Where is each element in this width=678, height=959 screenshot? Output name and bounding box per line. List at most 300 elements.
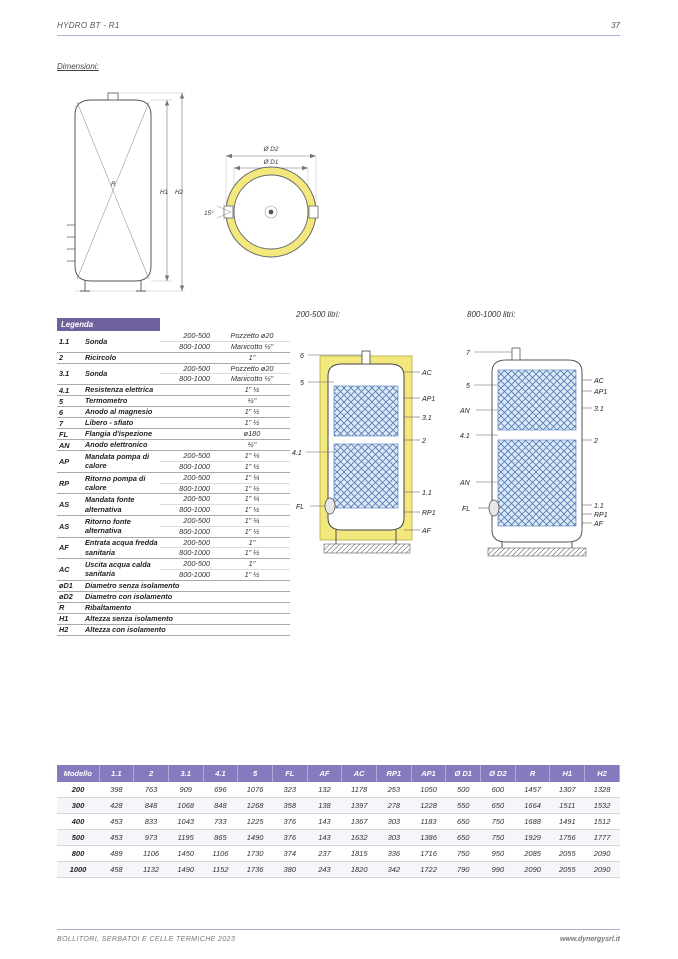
legend-value-line [160,418,290,428]
value-cell: 1225 [238,814,273,830]
legend-row [57,592,290,603]
model-cell: 400 [57,814,99,830]
legend-range [160,440,214,450]
upper-coil [498,370,576,430]
legend-size: 1" ½ [244,526,260,536]
value-cell: 237 [307,846,342,862]
value-cell: 2090 [515,862,550,878]
value-cell: 1756 [550,830,585,846]
legend-row [57,440,290,451]
legend-row [57,364,290,386]
diagram-200-500 [288,346,450,560]
doc-title: HYDRO BT - R1 [57,21,120,30]
diagram-label: 5 [466,383,470,390]
legend-value-line [160,341,290,352]
value-cell: 1106 [134,846,169,862]
legend-label: Mandata pompa di calore [85,451,150,471]
legend-code: AS [59,500,70,510]
legend-size: 1" ½ [244,569,260,579]
legend-value-line [160,385,290,395]
legend-row [57,603,290,614]
table-row [57,782,620,798]
section-label: Dimensioni: [57,62,99,71]
legend-code: 4.1 [59,385,70,395]
value-cell: 650 [446,814,481,830]
legend-row [57,353,290,364]
legend-range: 800-1000 [179,461,210,471]
value-cell: 600 [481,782,516,798]
inspection-flange [489,500,499,516]
legend-title: Legenda [57,318,160,331]
legend-size: 1" ½ [244,418,260,428]
value-cell: 500 [446,782,481,798]
legend-range: 800-1000 [179,341,210,351]
column-header: Modello [57,765,99,782]
table-row [57,846,620,862]
legend-value-line [160,473,290,483]
spec-table-head-row [57,765,620,782]
legend-size: Manicotto ½" [230,374,274,384]
legend-values [160,440,290,450]
column-header: AF [307,765,342,782]
value-cell: 1183 [411,814,446,830]
value-cell: 143 [307,814,342,830]
legend-values [160,407,290,417]
legend-size: 1" [248,537,256,547]
value-cell: 1777 [585,830,620,846]
value-cell: 376 [272,814,307,830]
value-cell: 278 [377,798,412,814]
legend-code: 5 [59,396,64,406]
legend-values [160,494,290,515]
legend-range: 200-500 [183,363,210,373]
legend-code: 1.1 [59,336,70,346]
column-header: RP1 [377,765,412,782]
legend-size: 1" ½ [244,385,260,395]
legend-value-line [160,494,290,504]
model-cell: 1000 [57,862,99,878]
column-header: 2 [134,765,169,782]
diagram-label: 6 [300,353,304,360]
value-cell: 138 [307,798,342,814]
value-cell: 1068 [168,798,203,814]
legend-value-line [160,504,290,515]
legend-label: Altezza con isolamento [85,625,166,634]
upper-coil [334,386,398,436]
column-header: FL [272,765,307,782]
legend-values [160,451,290,472]
column-header: 5 [238,765,273,782]
value-cell: 865 [203,830,238,846]
legend-range [160,353,214,363]
legend-label: Entrata acqua fredda sanitaria [85,538,158,557]
legend-label: Diametro senza isolamento [85,581,180,590]
value-cell: 1076 [238,782,273,798]
value-cell: 428 [99,798,134,814]
legend-code: øD1 [59,581,73,591]
diagram-label: AN [460,480,470,487]
legend-value-line [160,440,290,450]
value-cell: 1632 [342,830,377,846]
legend-values [160,353,290,363]
legend-code: H1 [59,614,69,624]
legend-label: Altezza senza isolamento [85,614,173,623]
legend-values [160,418,290,428]
diagram-label: 4.1 [460,433,470,440]
value-cell: 1716 [411,846,446,862]
diagram-label: 3.1 [422,415,432,422]
value-cell: 848 [134,798,169,814]
value-cell: 1490 [238,830,273,846]
legend-code: AC [59,564,70,574]
legend-label: Sonda [85,369,108,379]
legend-size: Pozzetto ø20 [230,363,274,373]
spec-table-body [57,782,620,878]
value-cell: 2055 [550,862,585,878]
right-leaders [582,380,592,523]
legend-size: ½" [247,396,257,406]
legend-label: Anodo al magnesio [85,407,153,417]
value-cell: 336 [377,846,412,862]
legend-range [160,407,214,417]
value-cell: 489 [99,846,134,862]
legend-code: 7 [59,418,64,428]
diagram-label: AN [460,408,470,415]
value-cell: 2090 [585,846,620,862]
value-cell: 253 [377,782,412,798]
value-cell: 1664 [515,798,550,814]
legend-size: 1" ½ [244,407,260,417]
legend-code: H2 [59,625,69,635]
column-header: 4.1 [203,765,238,782]
model-cell: 500 [57,830,99,846]
diagram-label: 5 [300,380,304,387]
legend-size: Manicotto ½" [230,341,274,351]
legend-values [160,559,290,580]
column-header: Ø D1 [446,765,481,782]
diagram-label: RP1 [422,510,436,517]
value-cell: 650 [446,830,481,846]
legend-values [160,396,290,406]
diagram-label: 1.1 [594,503,604,510]
diagram-label: AF [594,521,603,528]
column-header: 1.1 [99,765,134,782]
legend-values [160,385,290,395]
value-cell: 1512 [585,814,620,830]
diagram-label: 2 [422,438,426,445]
column-header: H2 [585,765,620,782]
legend-range: 200-500 [183,451,210,461]
value-cell: 1043 [168,814,203,830]
value-cell: 833 [134,814,169,830]
spec-table [57,765,620,878]
value-cell: 342 [377,862,412,878]
legend-value-line [160,429,290,439]
legend-row [57,407,290,418]
value-cell: 1820 [342,862,377,878]
legend-value-line [160,559,290,569]
top-view-drawing [201,140,341,270]
legend-label: Ritorno pompa di calore [85,473,146,493]
legend-label: Ritorno fonte alternativa [85,516,131,536]
column-header: 3.1 [168,765,203,782]
diagram-small-title: 200-500 litri: [296,310,341,319]
value-cell: 380 [272,862,307,878]
legend-range: 200-500 [183,559,210,569]
legend-value-line [160,569,290,580]
legend-label: Resistenza elettrica [85,385,154,395]
diagram-label: AC [422,370,432,377]
legend-code: FL [59,429,68,439]
diagram-label: 3.1 [594,406,604,413]
tank-cross-section [224,167,318,257]
legend-row [57,516,290,538]
legend-range: 800-1000 [179,505,210,515]
base-plate [488,548,586,556]
legend-values [160,538,290,559]
legend-range: 800-1000 [179,483,210,493]
legend-label: Termometro [85,396,128,406]
table-row [57,814,620,830]
legend-code: 3.1 [59,369,70,379]
diagram-large-title: 800-1000 litri: [467,310,516,319]
legend-code: AN [59,440,70,450]
value-cell: 750 [481,830,516,846]
legend-value-line [160,364,290,374]
value-cell: 1491 [550,814,585,830]
legend-value-line [160,451,290,461]
model-cell: 800 [57,846,99,862]
value-cell: 973 [134,830,169,846]
legend-code: øD2 [59,592,73,602]
value-cell: 1307 [550,782,585,798]
legend-code: AP [59,456,70,466]
legend-code: AS [59,521,70,531]
legend-value-line [160,461,290,472]
diagram-label: 1.1 [422,490,432,497]
legend-size: ø180 [243,429,261,439]
diagram-label: FL [296,504,305,511]
column-header: AC [342,765,377,782]
value-cell: 1397 [342,798,377,814]
legend-values [160,331,290,352]
legend-value-line [160,483,290,494]
legend-code: R [59,603,65,613]
lower-coil [498,440,576,526]
diagram-label: AP1 [422,396,436,403]
inspection-flange [325,498,335,514]
legend-value-line [160,373,290,384]
legend-size: 1" ½ [244,548,260,558]
value-cell: 1386 [411,830,446,846]
value-cell: 1106 [203,846,238,862]
legend-code: AF [59,543,69,553]
legend-range: 200-500 [183,472,210,482]
diagram-label: AF [422,528,431,535]
diagram-label: AP1 [594,389,608,396]
legend-size: ½" [247,440,257,450]
column-header: H1 [550,765,585,782]
legend-table [57,318,290,636]
value-cell: 2085 [515,846,550,862]
legend-row [57,614,290,625]
page-number: 37 [611,21,620,30]
legend-row [57,473,290,495]
value-cell: 2090 [585,862,620,878]
column-header: R [515,765,550,782]
legend-range: 200-500 [183,331,210,340]
legend-row [57,538,290,560]
tank-outline [75,93,151,291]
legend-range [160,385,214,395]
legend-range [160,396,214,406]
value-cell: 1722 [411,862,446,878]
table-row [57,862,620,878]
value-cell: 1532 [585,798,620,814]
footer-text: BOLLITORI, SERBATOI E CELLE TERMICHE 2023 [57,936,236,943]
legend-label: Libero - sfiato [85,418,134,428]
side-view-drawing [55,85,205,300]
value-cell: 1268 [238,798,273,814]
legend-value-line [160,407,290,417]
diagram-label: 2 [594,438,598,445]
value-cell: 990 [481,862,516,878]
legend-row [57,396,290,407]
legend-values [160,364,290,385]
dim-label-h1: H1 [160,189,169,196]
footer-website-link[interactable]: www.dynergysrl.it [559,936,620,943]
legend-range [160,429,214,439]
value-cell: 458 [99,862,134,878]
value-cell: 374 [272,846,307,862]
value-cell: 848 [203,798,238,814]
diagram-800-1000 [452,346,628,564]
value-cell: 1929 [515,830,550,846]
legend-code: 2 [59,353,64,363]
diagram-label: FL [462,506,471,513]
value-cell: 1152 [203,862,238,878]
feet [502,542,572,548]
legend-size: 1" ¼ [244,451,260,461]
value-cell: 1688 [515,814,550,830]
legend-range: 200-500 [183,494,210,504]
diagram-label: 4.1 [292,450,302,457]
legend-row [57,451,290,473]
diagram-label: 7 [466,350,470,357]
legend-range: 800-1000 [179,548,210,558]
legend-label: Anodo elettronico [85,440,148,450]
value-cell: 132 [307,782,342,798]
value-cell: 909 [168,782,203,798]
legend-value-line [160,538,290,548]
value-cell: 453 [99,830,134,846]
value-cell: 1450 [168,846,203,862]
value-cell: 323 [272,782,307,798]
column-header: Ø D2 [481,765,516,782]
legend-label: Flangia d'ispezione [85,429,153,439]
value-cell: 1195 [168,830,203,846]
legend-values [160,473,290,494]
value-cell: 243 [307,862,342,878]
legend-value-line [160,331,290,341]
value-cell: 1815 [342,846,377,862]
legend-label: Ribaltamento [85,603,132,612]
top-fitting [362,351,370,364]
diagram-label: RP1 [594,512,608,519]
table-row [57,798,620,814]
legend-code: 6 [59,407,64,417]
value-cell: 1511 [550,798,585,814]
model-cell: 300 [57,798,99,814]
legend-value-line [160,526,290,537]
d2-dimension [226,154,316,158]
legend-row [57,418,290,429]
value-cell: 303 [377,830,412,846]
legend-size: 1" ½ [244,483,260,493]
value-cell: 303 [377,814,412,830]
footer-rule [57,929,620,930]
legend-label: Ricircolo [85,352,117,362]
value-cell: 398 [99,782,134,798]
value-cell: 1132 [134,862,169,878]
legend-label: Uscita acqua calda sanitaria [85,559,151,579]
legend-size: 1" ½ [244,505,260,515]
value-cell: 750 [481,814,516,830]
legend-size: 1" ¼ [244,494,260,504]
dim-label-d2: Ø D2 [263,146,279,153]
value-cell: 376 [272,830,307,846]
value-cell: 790 [446,862,481,878]
legend-value-line [160,547,290,558]
table-row [57,830,620,846]
legend-values [160,429,290,439]
legend-size: Pozzetto ø20 [230,331,274,340]
legend-range: 800-1000 [179,569,210,579]
value-cell: 1328 [585,782,620,798]
value-cell: 1367 [342,814,377,830]
legend-row [57,559,290,581]
legend-range: 200-500 [183,515,210,525]
value-cell: 1736 [238,862,273,878]
lower-coil [334,444,398,508]
value-cell: 650 [481,798,516,814]
legend-row [57,385,290,396]
value-cell: 1228 [411,798,446,814]
legend-value-line [160,353,290,363]
legend-label: Mandata fonte alternativa [85,495,135,514]
value-cell: 143 [307,830,342,846]
base-plate [324,544,410,553]
legend-size: 1" ¼ [244,515,260,525]
value-cell: 750 [446,846,481,862]
legend-range [160,418,214,428]
angle-label: 15° [204,210,214,217]
legend-label: Sonda [85,336,108,346]
diagram-label: AC [594,378,604,385]
legend-row [57,494,290,516]
model-cell: 200 [57,782,99,798]
value-cell: 696 [203,782,238,798]
dim-label-r: R [111,181,116,188]
value-cell: 2055 [550,846,585,862]
legend-range: 200-500 [183,537,210,547]
legend-rows [57,331,290,636]
legend-row [57,581,290,592]
top-fitting [512,348,520,360]
legend-value-line [160,516,290,526]
legend-value-line [160,396,290,406]
dim-label-d1: Ø D1 [263,159,279,166]
